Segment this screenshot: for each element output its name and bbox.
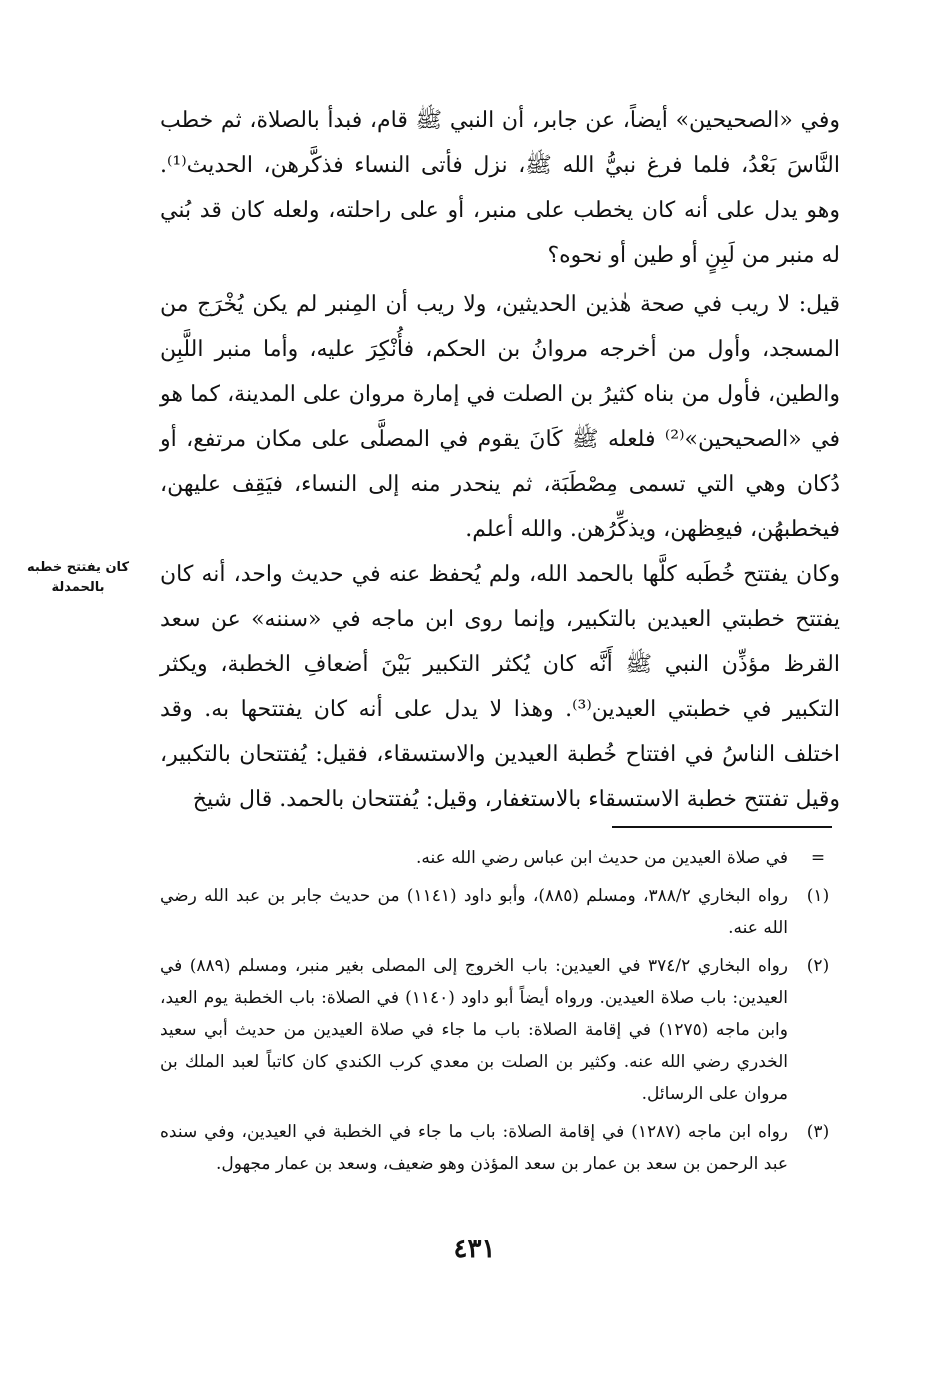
footnote-number: (٢) (806, 956, 830, 976)
footnote-text: في صلاة العيدين من حديث ابن عباس رضي الله عنه. (416, 848, 788, 868)
footnote-3 (160, 1116, 840, 1180)
footnote-text: رواه البخاري ٣٨٨/٢، ومسلم (٨٨٥)، وأبو داود (١١٤١) من حديث جابر بن عبد الله رضي الله عنه. (160, 886, 788, 938)
paragraph-3: وكان يفتتح خُطَبه كلَّها بالحمد الله، ولم يُحفظ عنه في حديث واحد، أنه كان يفتتح خطبتي العيدين بالتكبير، وإنما روى ابن ماجه في «سننه» عن سعد القرظ مؤذِّن النبي ﷺ أَنَّه كان يُكثر التكبير بَيْنَ أضعافِ الخطبة، ويكثر التكبير في خطبتي العيدين⁽³⁾. وهذا لا يدل على أنه كان يفتتحها به. وقد اختلف الناسُ في افتتاح خُطبة العيدين والاستسقاء، فقيل: يُفتتحان بالتكبير، وقيل تفتتح خطبة الاستسقاء بالاستغفار، وقيل: يُفتتحان بالحمد. قال شيخ (160, 562, 840, 812)
footnote-number: (٣) (806, 1122, 830, 1142)
footnote-1 (160, 880, 840, 944)
paragraph-2: قيل: لا ريب في صحة هٰذين الحديثين، ولا ريب أن المِنبر لم يكن يُخْرَج من المسجد، وأول من أخرجه مروانُ بن الحكم، فأُنْكِرَ عليه، وأما منبر اللَّبِن والطين، فأول من بناه كثيرُ بن الصلت في إمارة مروان على المدينة، كما هو في «الصحيحين»⁽²⁾ فلعله ﷺ كَانَ يقوم في المصلَّى على مكان مرتفع، أو دُكان وهي التي تسمى مِصْطَبَة، ثم ينحدر منه إلى النساء، فيَقِف عليهن، فيخطبهُن، فيعِظهن، ويذكِّرُهن. والله أعلم. (160, 292, 840, 542)
footnotes (160, 842, 840, 1186)
footnote-number: (١) (806, 886, 830, 906)
page-number: ٤٣١ (453, 1234, 496, 1264)
margin-note: كان يفتتح خطبه بالحمدلة (26, 560, 130, 595)
footnote-text: رواه ابن ماجه (١٢٨٧) في إقامة الصلاة: باب ما جاء في الخطبة في العيدين، وفي سنده عبد الرحمن بن سعد بن عمار بن سعد المؤذن وهو ضعيف، وسعد بن عمار مجهول. (160, 1122, 789, 1174)
footnote-2 (160, 950, 840, 1110)
paragraph-1: وفي «الصحيحين» أيضاً، عن جابر، أن النبي ﷺ قام، فبدأ بالصلاة، ثم خطب النَّاسَ بَعْدُ، فلما فرغ نبيُّ الله ﷺ، نزل فأتى النساء فذكَّرهن، الحديث⁽¹⁾. وهو يدل على أنه كان يخطب على منبر، أو على راحلته، ولعله كان قد بُني له منبر من لَبِنٍ أو طين أو نحوه؟ (160, 108, 840, 268)
footnote-text: رواه البخاري ٣٧٤/٢ في العيدين: باب الخروج إلى المصلى بغير منبر، ومسلم (٨٨٩) في العيدين: باب صلاة العيدين. ورواه أيضاً أبو داود (١١٤٠) في الصلاة: باب الخطبة يوم العيد، وابن ماجه (١٢٧٥) في إقامة الصلاة: باب ما جاء في صلاة العيدين من حديث أبي سعيد الخدري رضي الله عنه. وكثير بن الصلت بن معدي كرب الكندي كان كاتباً لعبد الملك بن مروان على الرسائل. (160, 956, 788, 1104)
footnote-marker: = (810, 848, 826, 868)
footnote-continued (160, 842, 840, 874)
footnote-separator (612, 826, 832, 828)
